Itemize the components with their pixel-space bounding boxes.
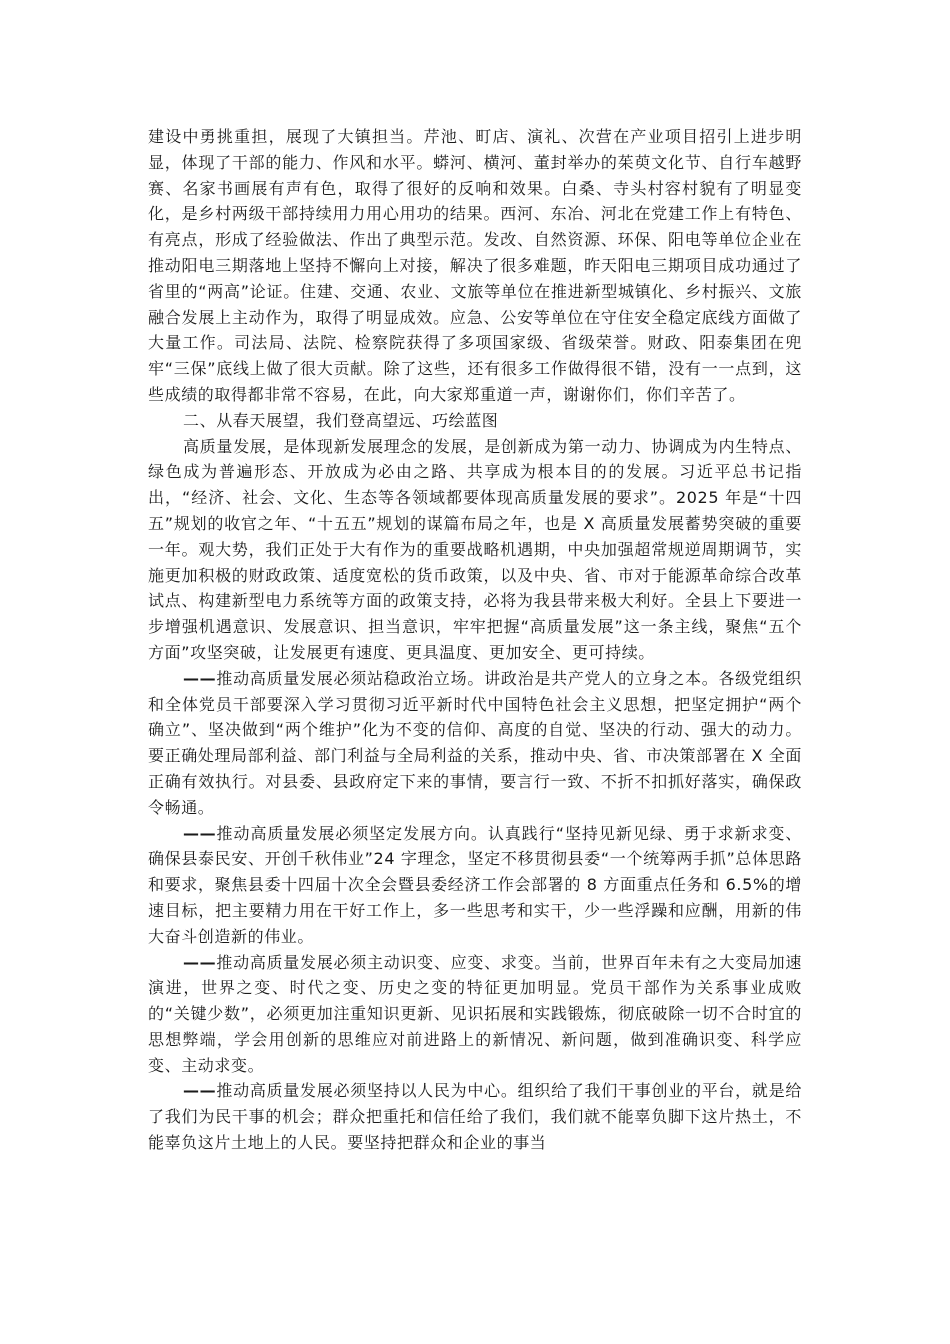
paragraph-people-centered xyxy=(148,1078,802,1155)
paragraph-text: 推动高质量发展必须坚持以人民为中心。组织给了我们干事创业的平台，就是给了我们为民干事的机会；群众把重托和信任给了我们，我们就不能辜负脚下这片热土，不能辜负这片土地上的人民。要坚持把群众和企业的事当 xyxy=(148,1081,802,1153)
dash-mark: —— xyxy=(183,1081,217,1101)
paragraph-political-stance xyxy=(148,666,802,821)
dash-mark: —— xyxy=(183,952,217,972)
paragraph-achievements: 建设中勇挑重担，展现了大镇担当。芹池、町店、演礼、次营在产业项目招引上进步明显，体现了干部的能力、作风和水平。蟒河、横河、董封举办的茱萸文化节、自行车越野赛、名家书画展有声有色，取得了很好的反响和效果。白桑、寺头村容村貌有了明显变化，是乡村两级干部持续用力用心用功的结果。西河、东冶、河北在党建工作上有特色、有亮点，形成了经验做法、作出了典型示范。发改、自然资源、环保、阳电等单位企业在推动阳电三期落地上坚持不懈向上对接，解决了很多难题，昨天阳电三期项目成功通过了省里的“两高”论证。住建、交通、农业、文旅等单位在推进新型城镇化、乡村振兴、文旅融合发展上主动作为，取得了明显成效。应急、公安等单位在守住安全稳定底线方面做了大量工作。司法局、法院、检察院获得了多项国家级、省级荣誉。财政、阳泰集团在兜牢“三保”底线上做了很大贡献。除了这些，还有很多工作做得很不错，没有一一点到，这些成绩的取得都非常不容易，在此，向大家郑重道一声，谢谢你们，你们辛苦了。 xyxy=(148,127,802,404)
paragraph-text: 推动高质量发展必须主动识变、应变、求变。当前，世界百年未有之大变局加速演进，世界之变、时代之变、历史之变的特征更加明显。党员干部作为关系事业成败的“关键少数”，必须更加注重知识更新、见识拓展和实践锻炼，彻底破除一切不合时宜的思想弊端，学会用创新的思维应对前进路上的新情况、新问题，做到准确识变、科学应变、主动求变。 xyxy=(148,952,802,1075)
document-body xyxy=(148,124,802,1156)
dash-mark: —— xyxy=(183,668,217,688)
paragraph-recognize-change xyxy=(148,950,802,1079)
paragraph-high-quality-development: 高质量发展，是体现新发展理念的发展，是创新成为第一动力、协调成为内生特点、绿色成为普遍形态、开放成为必由之路、共享成为根本目的的发展。习近平总书记指出，“经济、社会、文化、生态等各领域都要体现高质量发展的要求”。2025 年是“十四五”规划的收官之年、“十五五”规划的谋篇布局之年，也是 X 高质量发展蓄势突破的重要一年。观大势，我们正处于大有作为的重要战略机遇期，中央加强超常规逆周期调节，实施更加积极的财政政策、适度宽松的货币政策，以及中央、省、市对于能源革命综合改革试点、构建新型电力系统等方面的政策支持，必将为我县带来极大利好。全县上下要进一步增强机遇意识、发展意识、担当意识，牢牢把握“高质量发展”这一条主线，聚焦“五个方面”攻坚突破，让发展更有速度、更具温度、更加安全、更可持续。 xyxy=(148,436,802,662)
dash-mark: —— xyxy=(183,823,217,843)
paragraph-text: 推动高质量发展必须坚定发展方向。认真践行“坚持见新见绿、勇于求新求变、确保县泰民安、开创千秋伟业”24 字理念，坚定不移贯彻县委“一个统筹两手抓”总体思路和要求，聚焦县委十四届十次全会暨县委经济工作会部署的 8 方面重点任务和 6.5%的增速目标，把主要精力用在干好工作上，多一些思考和实干，少一些浮躁和应酬，用新的伟大奋斗创造新的伟业。 xyxy=(148,823,802,946)
paragraph-development-direction xyxy=(148,821,802,950)
section-heading: 二、从春天展望，我们登高望远、巧绘蓝图 xyxy=(183,410,499,430)
paragraph-text: 推动高质量发展必须站稳政治立场。讲政治是共产党人的立身之本。各级党组织和全体党员干部要深入学习贯彻习近平新时代中国特色社会主义思想，把坚定拥护“两个确立”、坚决做到“两个维护”化为不变的信仰、高度的自觉、坚决的行动、强大的动力。要正确处理局部利益、部门利益与全局利益的关系，推动中央、省、市决策部署在 X 全面正确有效执行。对县委、县政府定下来的事情，要言行一致、不折不扣抓好落实，确保政令畅通。 xyxy=(148,668,802,817)
